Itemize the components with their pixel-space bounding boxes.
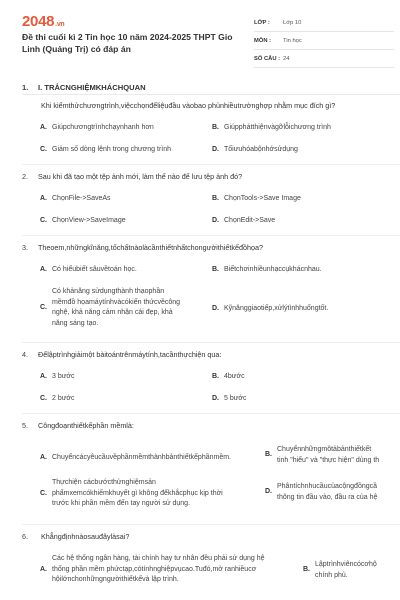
option-c[interactable]: C. Có khảnăng sửdụngthành thạophần mềmđồ họamáytínhvàcókiến thứcvềcông nghệ, khả năng cảm nhận cái đẹp, khả năng sáng tạo. — [40, 288, 181, 327]
option-b[interactable]: B. Chuyểnnhữngmôtảbảnthiếtkết tinh "hiểu" và "thực hiện" dùng th — [265, 446, 380, 464]
option-a[interactable]: A. 3 bước — [40, 373, 75, 380]
question-6: 6. Khẳngđịnhnàosauđâylàsai? — [22, 531, 400, 542]
divider — [22, 413, 400, 414]
question-stem: Theoem,nhữngkĩnăng,tốchấtnàolàcầnthiếtnhấtchongườithiếtkếđồhọa? — [38, 243, 263, 252]
site-logo[interactable]: 2048.vn — [22, 13, 65, 30]
exam-meta — [254, 14, 394, 68]
option-b[interactable]: B. Biếtchơinhiềunhạccụkhácnhau. — [212, 266, 322, 273]
meta-subject: MÔN : Tin học — [254, 32, 394, 50]
divider — [22, 235, 400, 236]
option-b[interactable]: B. Giúpphátthiệnvàgỡlỗichương trình — [212, 124, 331, 131]
question-2: 2. Sau khi đã tạo một tệp ảnh mới, làm thế nào để lưu tệp ảnh đó? — [22, 171, 400, 182]
option-c[interactable]: C. 2 bước — [40, 395, 75, 402]
section-heading: 1. I. TRẮCNGHIỆMKHÁCHQUAN — [22, 80, 400, 95]
option-c[interactable]: C. Giảm số dòng lệnh trong chương trình — [40, 146, 172, 153]
option-b[interactable]: B. 4bước — [212, 373, 245, 380]
document-header — [0, 0, 400, 70]
option-d[interactable]: D. ChọnEdit->Save — [212, 217, 276, 224]
exam-title: Đề thi cuối kì 2 Tin học 10 năm 2024-2025 THPT Gio Linh (Quảng Trị) có đáp án — [22, 32, 233, 54]
divider — [22, 164, 400, 165]
meta-question-count: SỐ CÂU : 24 — [254, 50, 394, 68]
question-5: 5. Côngđoạnthiếtkếphần mềmlà: — [22, 420, 400, 431]
question-stem: Đểlậptrìnhgiảimột bàitoántrênmáytính,tacầnthựchiện qua: — [38, 350, 222, 359]
option-a[interactable]: A. Có hiểubiết sâuvềtoán học. — [40, 266, 137, 273]
option-a[interactable]: A. Giúpchươngtrìnhchạynhanh hơn — [40, 124, 154, 131]
question-stem: Sau khi đã tạo một tệp ảnh mới, làm thế nào để lưu tệp ảnh đó? — [38, 172, 243, 181]
question-1 — [22, 100, 400, 111]
option-d[interactable]: D. Phântíchnhucầucủacộngđồngcầ thông tin đầu vào, đầu ra của hệ — [265, 483, 378, 501]
option-d[interactable]: D. Kỹnănggiaotiếp,xửlýtìnhhuốngtốt. — [212, 305, 329, 312]
divider — [22, 524, 400, 525]
question-4: 4. Đểlậptrìnhgiảimột bàitoántrênmáytính,tacầnthựchiện qua: — [22, 349, 400, 360]
option-c[interactable]: C. ChọnView->SaveImage — [40, 217, 126, 224]
option-b[interactable]: B. ChọnTools->Save Image — [212, 195, 301, 202]
option-a[interactable]: A. Chuyểncácyêucầuvềphầnmềmthànhbảnthiếtkếphầnmềm. — [40, 454, 232, 461]
option-a[interactable]: A. Các hệ thống ngân hàng, tài chính hay tư nhân đều phải sử dụng hệ thống phần mềm phứctạp,cótínhnghiệpvụcao.Tuđó,mở ranhiềucơ hộilớnchonhữngngườithiếtkếvà lập trình. — [40, 555, 265, 583]
question-stem: Côngđoạnthiếtkếphần mềmlà: — [38, 421, 134, 430]
option-d[interactable]: D. 5 bước — [212, 395, 247, 402]
option-d[interactable]: D. Tốiưuhóabộnhớsửdụng — [212, 146, 298, 153]
option-b[interactable]: B. Lậptrìnhviêncócơhộ chính phủ. — [303, 561, 377, 579]
question-stem: Khi kiểmthửchươngtrình,việcchọnđểliệuđầu vàobao phủnhiềutrườnghợp nhằm mục đích gì? — [41, 101, 336, 110]
question-3: 3. Theoem,nhữngkĩnăng,tốchấtnàolàcầnthiếtnhấtchongườithiếtkếđồhọa? — [22, 242, 400, 253]
question-stem: Khẳngđịnhnàosauđâylàsai? — [41, 532, 130, 541]
option-c[interactable]: C. Thựchiện cácbướcthửnghiệmsản phẩmxemcókhiếmkhuyết gì không đểkhắcphục kịp thời trước khi phần mềm đến tay người sử dụng. — [40, 479, 223, 507]
option-a[interactable]: A. ChọnFile->SaveAs — [40, 195, 111, 202]
divider — [22, 342, 400, 343]
meta-class: LỚP : Lớp 10 — [254, 14, 394, 32]
